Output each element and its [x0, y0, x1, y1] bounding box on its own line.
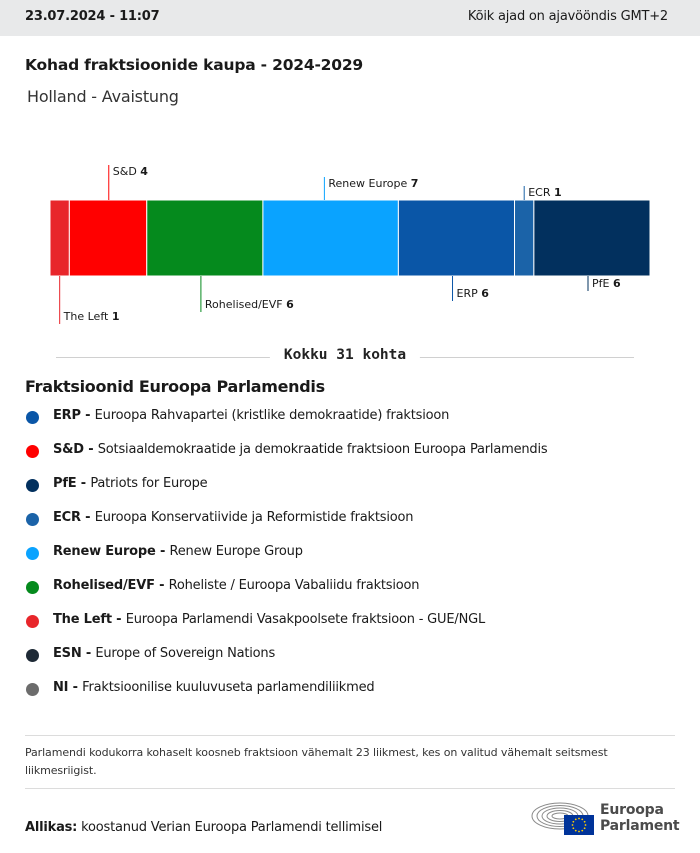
- source-label: Allikas:: [25, 820, 78, 835]
- parliament-hemicycle-icon: [530, 798, 596, 838]
- legend-name: Euroopa Parlamendi Vasakpoolsete fraktsioon - GUE/NGL: [125, 612, 486, 627]
- eu-star-icon: [572, 821, 574, 823]
- legend-color-dot: [26, 479, 39, 492]
- bar-segment-rohelised-evf: [147, 200, 263, 276]
- legend-abbr: ERP -: [53, 408, 95, 423]
- eu-star-icon: [581, 830, 583, 832]
- legend-color-dot: [26, 581, 39, 594]
- legend-label: [53, 612, 485, 627]
- bar-segment-pfe: [534, 200, 650, 276]
- legend-label: [53, 646, 275, 661]
- legend-color-dot: [26, 513, 39, 526]
- data-label-ecr: ECR 1: [528, 186, 562, 199]
- legend-color-dot: [26, 411, 39, 424]
- data-label-erp: ERP 6: [456, 287, 489, 300]
- legend-name: Fraktsioonilise kuuluvuseta parlamendiliikmed: [82, 680, 375, 695]
- legend-color-dot: [26, 547, 39, 560]
- bar-segment-ecr: [515, 200, 534, 276]
- eu-star-icon: [584, 821, 586, 823]
- total-seats-label: Kokku 31 kohta: [270, 347, 420, 363]
- legend-label: [53, 408, 449, 423]
- legend-name: Sotsiaaldemokraatide ja demokraatide fraktsioon Euroopa Parlamendis: [97, 442, 548, 457]
- legend-label: [53, 476, 207, 491]
- eu-star-icon: [581, 818, 583, 820]
- legend-label: [53, 578, 419, 593]
- source-text: koostanud Verian Euroopa Parlamendi tellimisel: [81, 820, 383, 835]
- logo-line-1: Euroopa: [600, 802, 664, 818]
- divider: [25, 788, 675, 789]
- total-seats: [56, 346, 634, 368]
- divider: [25, 735, 675, 736]
- legend-abbr: NI -: [53, 680, 83, 695]
- bar-segment-the-left: [50, 200, 69, 276]
- timestamp: 23.07.2024 - 11:07: [25, 9, 160, 24]
- legend-name: Euroopa Rahvapartei (kristlike demokraatide) fraktsioon: [94, 408, 450, 423]
- footnote: Parlamendi kodukorra kohaselt koosneb fraktsioon vähemalt 23 liikmest, kes on valitud vähemalt seitsmest liikmesriigist.: [25, 746, 608, 777]
- legend-title: Fraktsioonid Euroopa Parlamendis: [25, 377, 325, 396]
- data-label-s-d: S&D 4: [112, 165, 148, 178]
- logo-line-2: Parlament: [600, 818, 680, 834]
- legend-name: Europe of Sovereign Nations: [95, 646, 276, 661]
- eu-star-icon: [585, 824, 587, 826]
- legend-name: Renew Europe Group: [169, 544, 303, 559]
- eu-star-icon: [572, 827, 574, 829]
- legend-label: [53, 442, 547, 457]
- legend-abbr: PfE -: [53, 476, 91, 491]
- top-bar: [0, 0, 700, 36]
- legend-abbr: S&D -: [53, 442, 98, 457]
- seat-bar-chart: [0, 150, 700, 330]
- legend-label: [53, 510, 413, 525]
- legend-color-dot: [26, 683, 39, 696]
- legend-name: Euroopa Konservatiivide ja Reformistide fraktsioon: [94, 510, 414, 525]
- legend-label: [53, 544, 303, 559]
- legend-abbr: ESN -: [53, 646, 96, 661]
- legend-label: [53, 680, 374, 695]
- data-label-renew-europe: Renew Europe 7: [328, 177, 419, 190]
- data-label-rohelised-evf: Rohelised/EVF 6: [204, 298, 294, 311]
- bar-segment-renew-europe: [263, 200, 398, 276]
- legend-abbr: Renew Europe -: [53, 544, 170, 559]
- legend-abbr: The Left -: [53, 612, 126, 627]
- legend-color-dot: [26, 615, 39, 628]
- european-parliament-logo: [530, 798, 680, 838]
- chart-subtitle: Holland - Avaistung: [27, 87, 179, 106]
- eu-star-icon: [575, 818, 577, 820]
- chart-title: Kohad fraktsioonide kaupa - 2024-2029: [25, 56, 364, 74]
- legend-abbr: Rohelised/EVF -: [53, 578, 169, 593]
- source-line: [25, 820, 382, 835]
- eu-star-icon: [575, 830, 577, 832]
- eu-star-icon: [584, 827, 586, 829]
- timezone-note: Kõik ajad on ajavööndis GMT+2: [467, 9, 668, 24]
- legend-color-dot: [26, 445, 39, 458]
- eu-star-icon: [572, 824, 574, 826]
- eu-star-icon: [578, 831, 580, 833]
- legend-abbr: ECR -: [53, 510, 95, 525]
- bar-segment-s-d: [69, 200, 146, 276]
- legend-name: Patriots for Europe: [90, 476, 208, 491]
- data-label-the-left: The Left 1: [63, 310, 120, 323]
- data-label-pfe: PfE 6: [592, 277, 621, 290]
- eu-star-icon: [578, 818, 580, 820]
- bar-segment-erp: [398, 200, 514, 276]
- legend-name: Roheliste / Euroopa Vabaliidu fraktsioon: [168, 578, 420, 593]
- legend-color-dot: [26, 649, 39, 662]
- logo-text: [600, 802, 679, 834]
